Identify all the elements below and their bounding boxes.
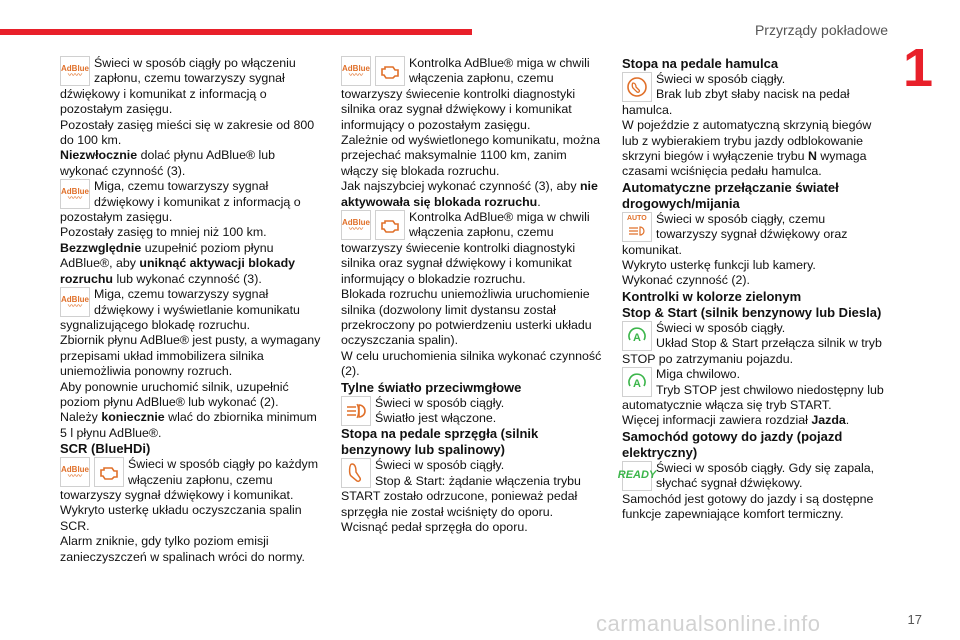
watermark: carmanualsonline.info xyxy=(596,611,821,636)
text: Świeci w sposób ciągły. Gdy się zapala, słychać sygnał dźwiękowy. xyxy=(656,460,875,491)
adblue-icon: AdBlue 〰〰 xyxy=(60,457,90,487)
text: W celu uruchomienia silnika wykonać czynność (2). xyxy=(341,348,602,379)
scr-row xyxy=(60,457,322,488)
svg-text:A: A xyxy=(633,378,641,391)
text: Więcej informacji zawiera rozdział Jazda. xyxy=(622,413,850,428)
ready-icon-label: READY xyxy=(617,469,657,482)
heading-green-lights: Kontrolki w kolorze zielonym xyxy=(622,288,802,304)
adblue-icon-label: AdBlue xyxy=(61,294,89,304)
stop-start-icon xyxy=(622,367,652,397)
clutch-row xyxy=(341,458,603,489)
adblue-icon-label: AdBlue xyxy=(342,63,370,73)
text: dźwiękowy i komunikat z informacją o pozostałym zasięgu. xyxy=(60,86,267,117)
chapter-number: 1 xyxy=(903,38,934,98)
text: Świeci w sposób ciągły. xyxy=(656,72,786,86)
text: Układ Stop & Start przełącza silnik w tryb xyxy=(656,336,882,351)
text: Pozostały zasięg to mniej niż 100 km. xyxy=(60,225,267,240)
adblue-icon: AdBlue 〰〰 xyxy=(341,210,371,240)
text: Bezzwględnie uzupełnić poziom płynu AdBlue®, aby uniknąć aktywacji blokady rozruchu lub wykonać czynność (3). xyxy=(60,240,296,286)
text: Świeci w sposób ciągły. xyxy=(656,320,786,335)
text: komunikat. xyxy=(622,242,682,257)
text: Brak lub zbyt słaby nacisk na pedał xyxy=(656,87,850,102)
text: towarzyszy świecenie kontrolki diagnostyki silnika oraz sygnał dźwiękowy i komunikat informujący o pozostałym zasięgu. xyxy=(341,86,576,132)
stop-start-row-1 xyxy=(622,321,884,352)
text: Miga, czemu towarzyszy sygnał dźwiękowy i komunikat z informacją o xyxy=(94,179,301,209)
auto-beam-icon xyxy=(622,212,652,242)
text: Stop & Start: żądanie włączenia trybu xyxy=(375,473,581,488)
heading-brake: Stopa na pedale hamulca xyxy=(622,56,779,71)
adblue-icon-label: AdBlue xyxy=(61,63,89,73)
brake-foot-icon xyxy=(622,72,652,102)
text: W pojeździe z automatyczną skrzynią biegów lub z wybierakiem trybu jazdy odblokowanie skrzyni biegów i wyłączenie trybu N wymaga czasami wciśnięcia pedału hamulca. xyxy=(622,118,872,179)
adblue-icon: AdBlue 〰〰 xyxy=(60,287,90,317)
auto-beam-row xyxy=(622,212,884,243)
adblue-icon-label: AdBlue xyxy=(61,464,89,474)
text: Świeci w sposób ciągły, czemu towarzyszy sygnał dźwiękowy oraz xyxy=(656,211,848,242)
text: towarzyszy sygnał dźwiękowy i komunikat. xyxy=(60,487,294,502)
ready-icon xyxy=(617,461,657,491)
text: Samochód jest gotowy do jazdy i są dostępne funkcje zapewniające komfort termiczny. xyxy=(622,491,874,521)
column-3 xyxy=(617,56,884,522)
text: Wcisnąć pedał sprzęgła do oporu. xyxy=(341,519,528,534)
text: Świeci w sposób ciągły. xyxy=(375,458,505,473)
text: Wykonać czynność (2). xyxy=(622,273,750,288)
heading-rear-fog: Tylne światło przeciwmgłowe xyxy=(341,379,522,395)
adblue-icon-label: AdBlue xyxy=(342,217,370,227)
adblue-block-row xyxy=(60,287,322,318)
stop-start-icon xyxy=(622,321,652,351)
adblue-flash-row xyxy=(60,179,322,210)
brake-row xyxy=(622,72,884,103)
text: Kontrolka AdBlue® miga w chwili włączenia zapłonu, czemu xyxy=(409,56,590,86)
fog-row xyxy=(341,396,603,427)
text: Jak najszybciej wykonać czynność (3), aby nie aktywowała się blokada rozruchu. xyxy=(341,179,598,209)
text: Należy koniecznie wlać do zbiornika minimum 5 l płynu AdBlue®. xyxy=(60,410,317,440)
heading-auto-beam: Automatyczne przełączanie świateł drogowych/mijania xyxy=(622,179,839,211)
text: Niezwłocznie dolać płynu AdBlue® lub wykonać czynność (3). xyxy=(60,148,276,178)
text: Wykryto usterkę funkcji lub kamery. xyxy=(622,258,816,273)
header-bar xyxy=(0,29,472,35)
text: hamulca. xyxy=(622,102,673,117)
adblue-icon: AdBlue 〰〰 xyxy=(341,56,371,86)
auto-icon-label: AUTO xyxy=(627,214,647,222)
text: Miga, czemu towarzyszy sygnał dźwiękowy i wyświetlanie komunikatu xyxy=(94,287,300,317)
text: START zostało odrzucone, ponieważ pedał sprzęgła nie został wciśnięty do oporu. xyxy=(341,489,578,519)
engine-icon xyxy=(375,210,405,240)
text: Aby ponownie uruchomić silnik, uzupełnić poziom płynu AdBlue® lub wykonać (2). xyxy=(60,379,289,409)
column-1 xyxy=(60,56,322,565)
adblue-steady-row xyxy=(60,56,322,87)
text: Świeci w sposób ciągły. xyxy=(375,395,505,410)
page-number: 17 xyxy=(907,612,922,627)
column-2 xyxy=(341,56,603,535)
adblue-engine-row-1 xyxy=(341,56,603,87)
text: STOP po zatrzymaniu pojazdu. xyxy=(622,351,794,366)
text: Tryb STOP jest chwilowo niedostępny lub xyxy=(656,382,884,397)
text: automatycznie włącza się tryb START. xyxy=(622,397,832,412)
text: Alarm zniknie, gdy tylko poziom emisji zanieczyszczeń w spalinach wróci do normy. xyxy=(60,534,305,564)
section-title: Przyrządy pokładowe xyxy=(754,22,888,38)
heading-stop-start: Stop & Start (silnik benzynowy lub Diesla) xyxy=(622,304,882,320)
text: Światło jest włączone. xyxy=(375,410,497,425)
adblue-engine-row-2 xyxy=(341,210,603,241)
text: Świeci w sposób ciągły po każdym włączeniu zapłonu, czemu xyxy=(128,457,319,487)
text: Blokada rozruchu uniemożliwia uruchomienie silnika (dozwolony limit dystansu został przekroczony po potwierdzeniu usterki układu oczyszczania spalin). xyxy=(341,287,592,348)
heading-clutch: Stopa na pedale sprzęgła (silnik benzynowy lub spalinowy) xyxy=(341,426,539,458)
heading-ready: Samochód gotowy do jazdy (pojazd elektryczny) xyxy=(622,428,843,460)
text: pozostałym zasięgu. xyxy=(60,210,173,225)
text: Zbiornik płynu AdBlue® jest pusty, a wymagany przepisami układ immobilizera silnika uniemożliwia ponowny rozruch. xyxy=(60,333,321,379)
text: Wykryto usterkę układu oczyszczania spalin SCR. xyxy=(60,503,302,533)
stop-start-row-2 xyxy=(622,367,884,398)
text: Kontrolka AdBlue® miga w chwili włączenia zapłonu, czemu xyxy=(409,210,590,240)
svg-text:A: A xyxy=(633,331,641,344)
clutch-foot-icon xyxy=(341,458,371,488)
adblue-icon: AdBlue 〰〰 xyxy=(60,179,90,209)
adblue-icon-label: AdBlue xyxy=(61,186,89,196)
text: Zależnie od wyświetlonego komunikatu, można przejechać maksymalnie 1100 km, zanim włączy się blokada rozruchu. xyxy=(341,133,600,178)
engine-icon xyxy=(94,457,124,487)
engine-icon xyxy=(375,56,405,86)
heading-scr: SCR (BlueHDi) xyxy=(60,441,151,457)
adblue-icon: AdBlue 〰〰 xyxy=(60,56,90,86)
text: sygnalizującego blokadę rozruchu. xyxy=(60,317,251,332)
text: towarzyszy świecenie kontrolki diagnostyki silnika oraz sygnał dźwiękowy i komunikat informujący o blokadzie rozruchu. xyxy=(341,240,576,286)
ready-row xyxy=(617,460,884,492)
rear-fog-light-icon xyxy=(341,396,371,426)
text: Pozostały zasięg mieści się w zakresie od 800 do 100 km. xyxy=(60,117,315,148)
text: Miga chwilowo. xyxy=(656,367,741,382)
text: Świeci w sposób ciągły po włączeniu zapłonu, czemu towarzyszy sygnał xyxy=(94,56,296,86)
